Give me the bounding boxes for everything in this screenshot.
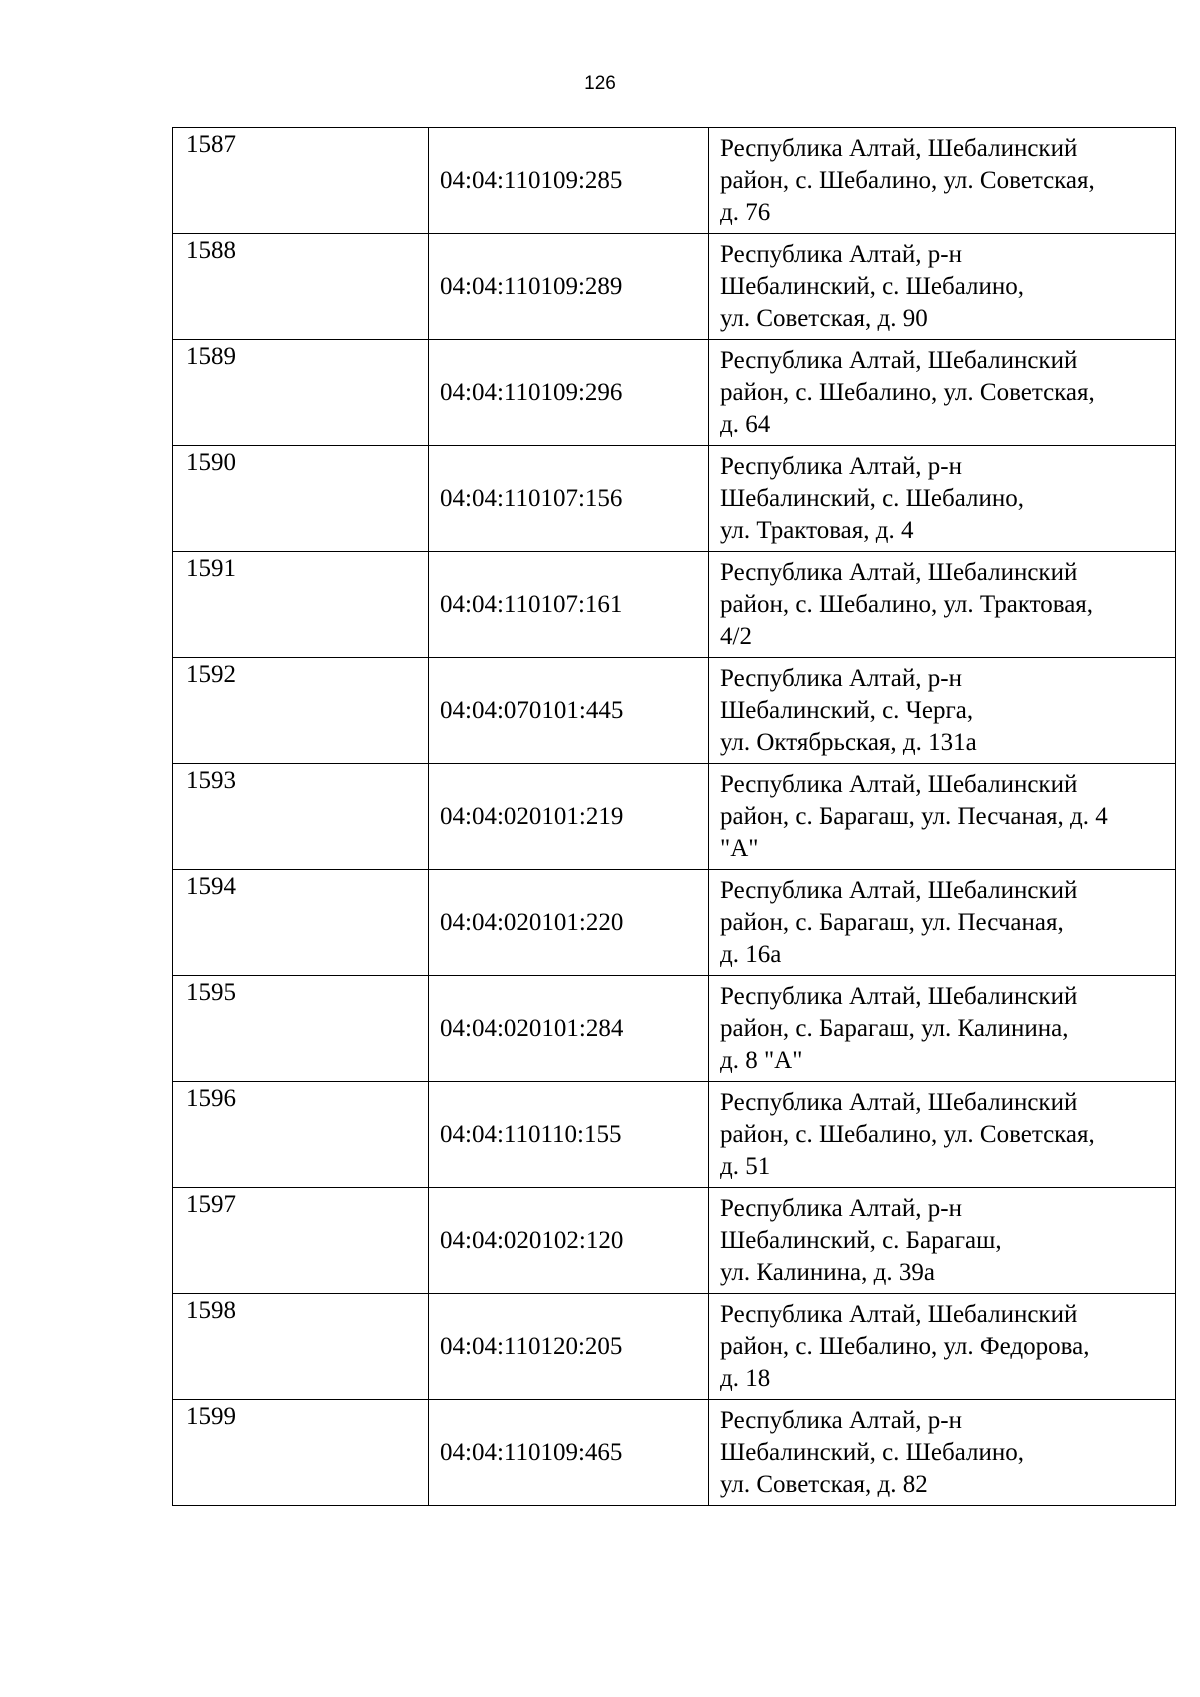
- page-number: 126: [584, 73, 616, 94]
- address-line: Республика Алтай, Шебалинский: [720, 134, 1078, 162]
- table-row: [173, 1400, 1176, 1506]
- table-row: [173, 1188, 1176, 1294]
- table-row: [173, 1294, 1176, 1400]
- address-cell: [709, 1082, 1176, 1188]
- address-line: Республика Алтай, Шебалинский: [720, 770, 1078, 798]
- address-line: 4/2: [720, 622, 752, 650]
- address-line: Шебалинский, с. Шебалино,: [720, 272, 1025, 300]
- row-number-cell: 1587: [173, 128, 429, 234]
- cadastral-number-cell: 04:04:020101:284: [429, 976, 709, 1082]
- address-cell: [709, 764, 1176, 870]
- address-line: ул. Советская, д. 82: [720, 1470, 928, 1498]
- row-number-cell: 1589: [173, 340, 429, 446]
- address-cell: [709, 128, 1176, 234]
- cadastral-number-cell: 04:04:110107:161: [429, 552, 709, 658]
- table-row: [173, 870, 1176, 976]
- address-line: район, с. Шебалино, ул. Трактовая,: [720, 590, 1094, 618]
- table-row: [173, 128, 1176, 234]
- address-line: д. 8 "А": [720, 1046, 803, 1074]
- row-number-cell: 1598: [173, 1294, 429, 1400]
- table-row: [173, 658, 1176, 764]
- table-row: [173, 764, 1176, 870]
- row-number-cell: 1593: [173, 764, 429, 870]
- address-line: Республика Алтай, р-н: [720, 452, 962, 480]
- row-number-cell: 1595: [173, 976, 429, 1082]
- row-number-cell: 1592: [173, 658, 429, 764]
- address-cell: [709, 340, 1176, 446]
- address-cell: [709, 234, 1176, 340]
- address-line: ул. Октябрьская, д. 131а: [720, 728, 977, 756]
- address-cell: [709, 870, 1176, 976]
- row-number-cell: 1590: [173, 446, 429, 552]
- address-cell: [709, 1400, 1176, 1506]
- address-cell: [709, 1188, 1176, 1294]
- table-row: [173, 340, 1176, 446]
- address-line: "А": [720, 834, 759, 862]
- row-number-cell: 1597: [173, 1188, 429, 1294]
- records-body: [173, 128, 1176, 1506]
- address-line: Республика Алтай, Шебалинский: [720, 982, 1078, 1010]
- address-cell: [709, 552, 1176, 658]
- address-line: д. 51: [720, 1152, 771, 1180]
- cadastral-number-cell: 04:04:020101:219: [429, 764, 709, 870]
- address-line: Республика Алтай, Шебалинский: [720, 1088, 1078, 1116]
- address-line: Республика Алтай, р-н: [720, 1406, 962, 1434]
- row-number-cell: 1596: [173, 1082, 429, 1188]
- address-line: Республика Алтай, Шебалинский: [720, 558, 1078, 586]
- address-line: Республика Алтай, Шебалинский: [720, 1300, 1078, 1328]
- cadastral-number-cell: 04:04:110107:156: [429, 446, 709, 552]
- cadastral-number-cell: 04:04:110120:205: [429, 1294, 709, 1400]
- cadastral-number-cell: 04:04:110110:155: [429, 1082, 709, 1188]
- address-line: ул. Советская, д. 90: [720, 304, 928, 332]
- row-number-cell: 1588: [173, 234, 429, 340]
- address-line: Шебалинский, с. Черга,: [720, 696, 974, 724]
- cadastral-number-cell: 04:04:070101:445: [429, 658, 709, 764]
- address-line: район, с. Барагаш, ул. Песчаная, д. 4: [720, 802, 1108, 830]
- address-line: район, с. Шебалино, ул. Советская,: [720, 166, 1095, 194]
- table-row: [173, 976, 1176, 1082]
- address-line: ул. Трактовая, д. 4: [720, 516, 914, 544]
- address-line: Республика Алтай, р-н: [720, 664, 962, 692]
- address-cell: [709, 976, 1176, 1082]
- table-row: [173, 1082, 1176, 1188]
- address-line: Республика Алтай, Шебалинский: [720, 876, 1078, 904]
- table-row: [173, 446, 1176, 552]
- cadastral-number-cell: 04:04:110109:465: [429, 1400, 709, 1506]
- table-row: [173, 234, 1176, 340]
- address-cell: [709, 446, 1176, 552]
- table-row: [173, 552, 1176, 658]
- address-line: Республика Алтай, Шебалинский: [720, 346, 1078, 374]
- cadastral-number-cell: 04:04:020102:120: [429, 1188, 709, 1294]
- address-line: район, с. Барагаш, ул. Песчаная,: [720, 908, 1064, 936]
- address-line: д. 76: [720, 198, 771, 226]
- address-line: район, с. Шебалино, ул. Федорова,: [720, 1332, 1090, 1360]
- address-line: д. 18: [720, 1364, 771, 1392]
- address-line: Республика Алтай, р-н: [720, 240, 962, 268]
- address-line: Шебалинский, с. Шебалино,: [720, 484, 1025, 512]
- address-cell: [709, 1294, 1176, 1400]
- cadastral-number-cell: 04:04:110109:289: [429, 234, 709, 340]
- address-line: район, с. Барагаш, ул. Калинина,: [720, 1014, 1069, 1042]
- address-line: д. 16а: [720, 940, 782, 968]
- address-line: район, с. Шебалино, ул. Советская,: [720, 378, 1095, 406]
- address-line: район, с. Шебалино, ул. Советская,: [720, 1120, 1095, 1148]
- address-line: Шебалинский, с. Барагаш,: [720, 1226, 1002, 1254]
- address-line: ул. Калинина, д. 39а: [720, 1258, 935, 1286]
- records-table: [172, 127, 1176, 1506]
- row-number-cell: 1599: [173, 1400, 429, 1506]
- address-line: Республика Алтай, р-н: [720, 1194, 962, 1222]
- cadastral-number-cell: 04:04:020101:220: [429, 870, 709, 976]
- address-line: д. 64: [720, 410, 771, 438]
- cadastral-number-cell: 04:04:110109:296: [429, 340, 709, 446]
- cadastral-number-cell: 04:04:110109:285: [429, 128, 709, 234]
- address-cell: [709, 658, 1176, 764]
- address-line: Шебалинский, с. Шебалино,: [720, 1438, 1025, 1466]
- row-number-cell: 1594: [173, 870, 429, 976]
- row-number-cell: 1591: [173, 552, 429, 658]
